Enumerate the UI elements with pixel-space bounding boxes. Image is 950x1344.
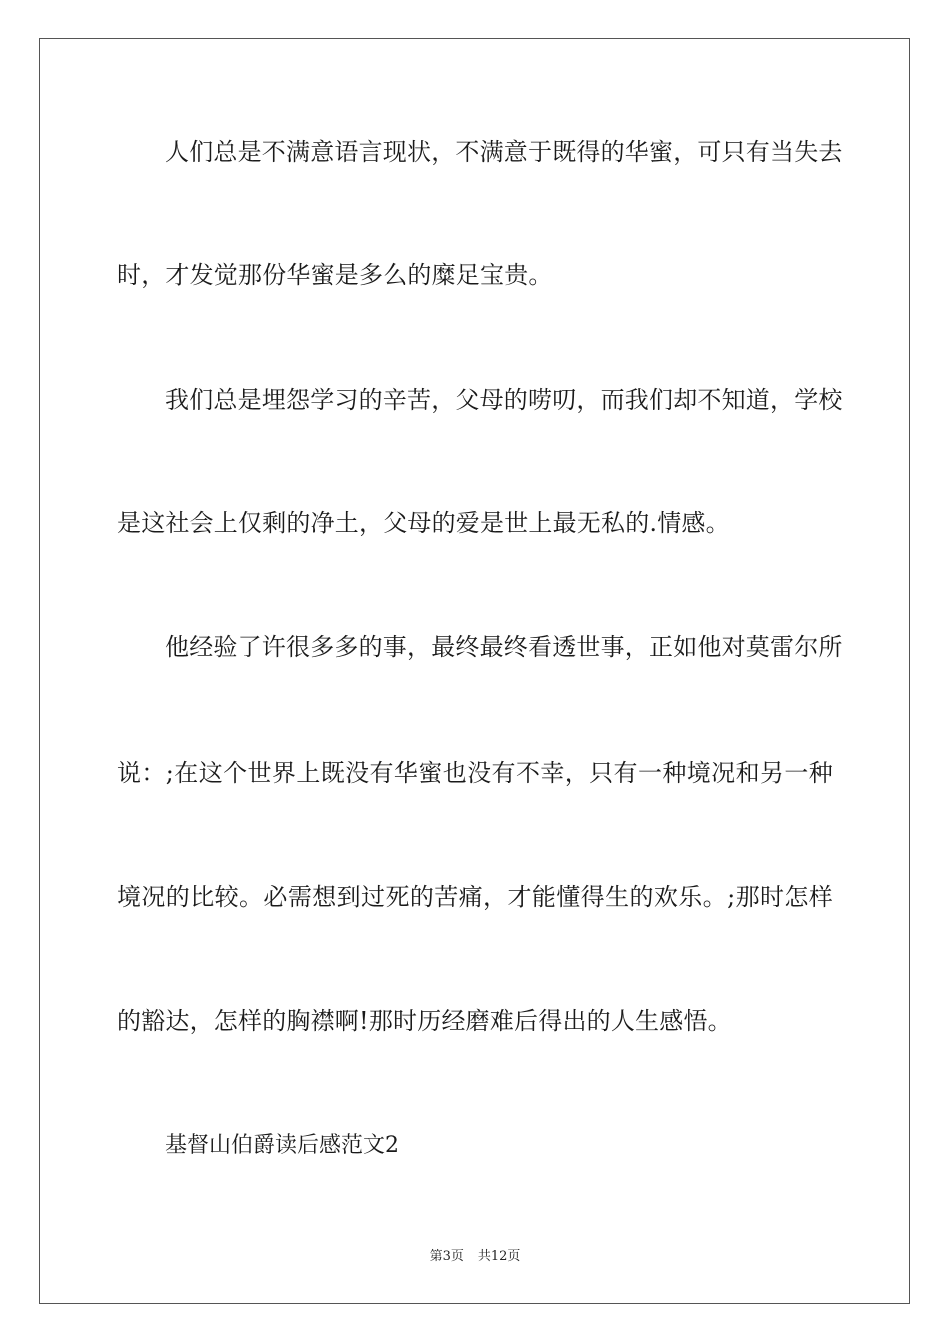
page-total: 共12页 bbox=[477, 1249, 521, 1264]
paragraph-3-line-2: 说：;在这个世界上既没有华蜜也没有不幸，只有一种境况和另一种 bbox=[117, 759, 833, 787]
paragraph-1-line-2: 时，才发觉那份华蜜是多么的糜足宝贵。 bbox=[117, 261, 553, 289]
paragraph-3-line-4: 的豁达，怎样的胸襟啊!那时历经磨难后得出的人生感悟。 bbox=[117, 1007, 732, 1035]
paragraph-3-line-1: 他经验了许很多多的事，最终最终看透世事，正如他对莫雷尔所 bbox=[165, 633, 843, 661]
page-number: 第3页 bbox=[429, 1249, 464, 1264]
paragraph-1-line-1: 人们总是不满意语言现状，不满意于既得的华蜜，可只有当失去 bbox=[165, 138, 843, 166]
section-heading: 基督山伯爵读后感范文2 bbox=[165, 1133, 399, 1158]
page-footer bbox=[0, 1248, 950, 1266]
paragraph-2-line-1: 我们总是埋怨学习的辛苦，父母的唠叨，而我们却不知道，学校 bbox=[165, 386, 843, 414]
paragraph-2-line-2: 是这社会上仅剩的净土，父母的爱是世上最无私的.情感。 bbox=[117, 509, 730, 537]
page-frame bbox=[39, 38, 910, 1304]
paragraph-3-line-3: 境况的比较。必需想到过死的苦痛，才能懂得生的欢乐。;那时怎样 bbox=[117, 883, 833, 911]
